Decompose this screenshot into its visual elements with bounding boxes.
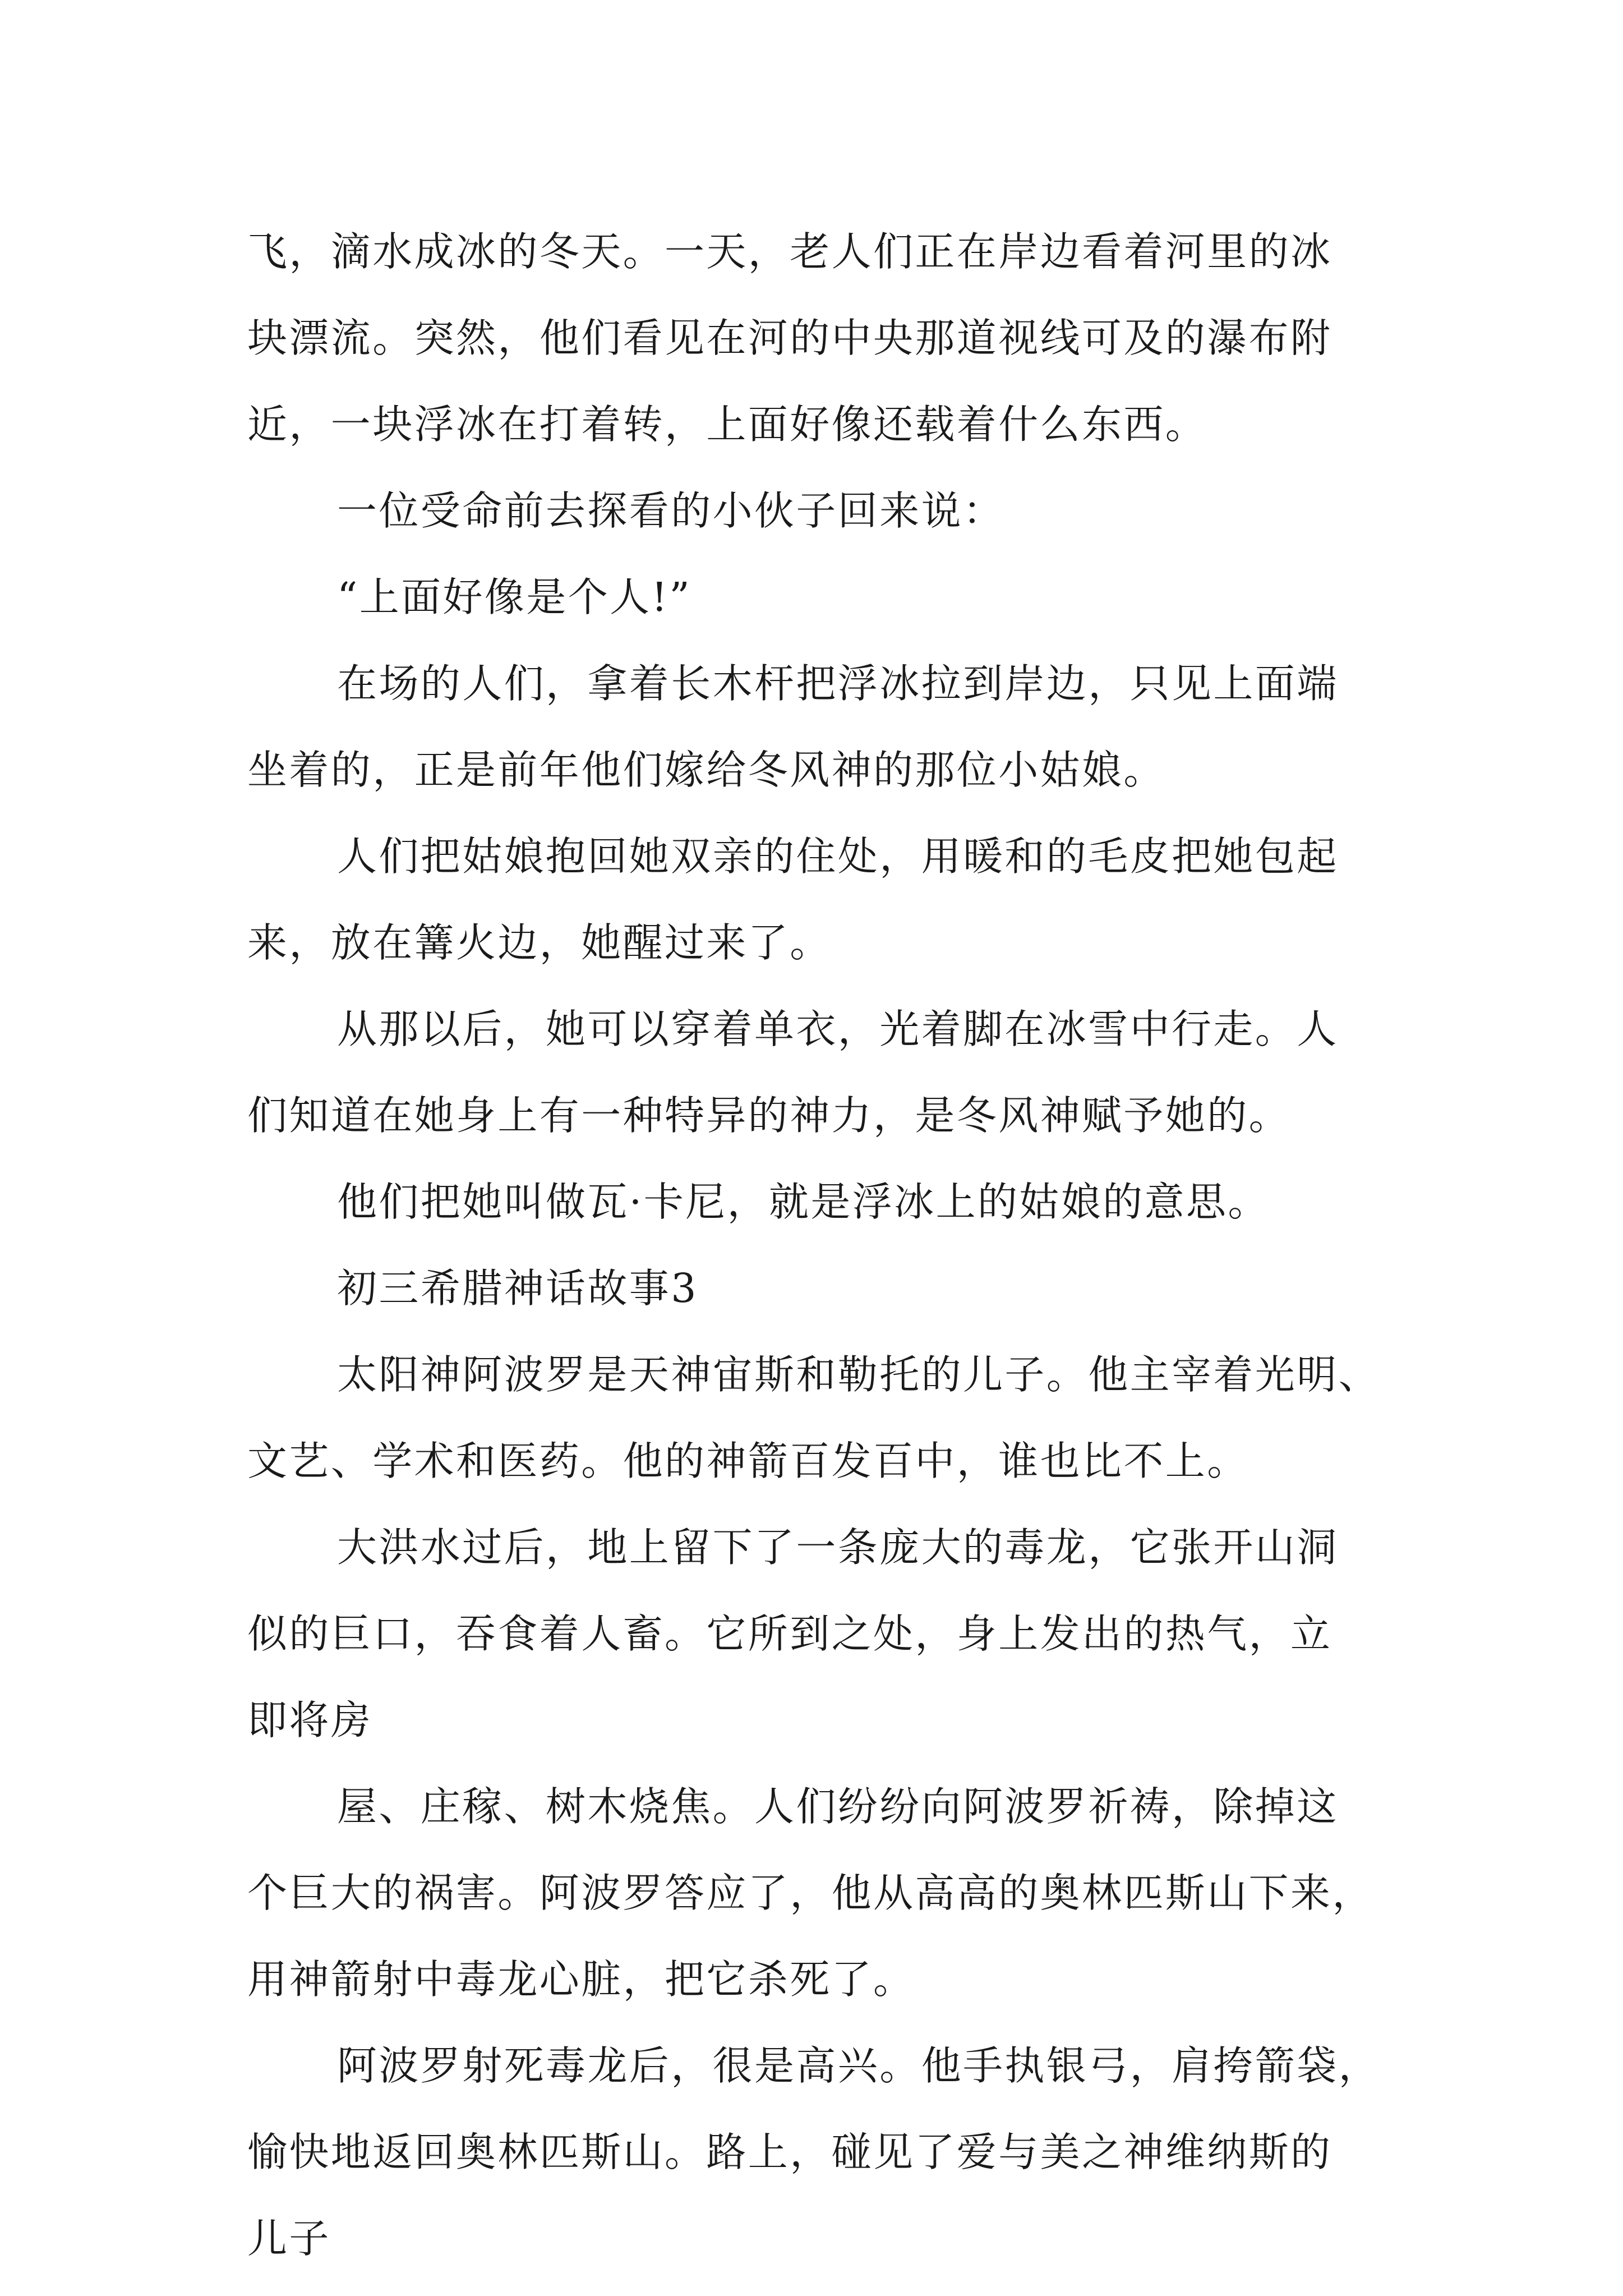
text-line: 愉快地返回奥林匹斯山。路上，碰见了爱与美之神维纳斯的 [247,2129,1332,2175]
text-line: 在场的人们，拿着长木杆把浮冰拉到岸边，只见上面端 [337,660,1339,707]
text-line: 文艺、学术和医药。他的神箭百发百中，谁也比不上。 [247,1438,1249,1484]
text-line: 从那以后，她可以穿着单衣，光着脚在冰雪中行走。人 [337,1006,1339,1052]
text-line: 儿子 [247,2215,331,2262]
text-line: 初三希腊神话故事3 [337,1265,698,1312]
text-line: 飞，滴水成冰的冬天。一天，老人们正在岸边看着河里的冰 [247,228,1332,275]
text-line: 似的巨口，吞食着人畜。它所到之处，身上发出的热气，立 [247,1611,1332,1657]
text-line: 太阳神阿波罗是天神宙斯和勒托的儿子。他主宰着光明、 [337,1351,1381,1398]
text-line: 即将房 [247,1697,373,1743]
text-line: “上面好像是个人!” [337,574,692,620]
text-line: 个巨大的祸害。阿波罗答应了，他从高高的奥林匹斯山下来， [247,1870,1374,1916]
text-line: 近，一块浮冰在打着转，上面好像还载着什么东西。 [247,401,1207,448]
text-line: 阿波罗射死毒龙后，很是高兴。他手执银弓，肩挎箭袋， [337,2042,1381,2089]
text-line: 人们把姑娘抱回她双亲的住处，用暖和的毛皮把她包起 [337,833,1339,880]
text-line: 他们把她叫做瓦·卡尼，就是浮冰上的姑娘的意思。 [337,1179,1270,1225]
text-line: 大洪水过后，地上留下了一条庞大的毒龙，它张开山洞 [337,1524,1339,1571]
text-line: 一位受命前去探看的小伙子回来说： [337,487,1005,534]
text-line: 屋、庄稼、树木烧焦。人们纷纷向阿波罗祈祷，除掉这 [337,1783,1339,1830]
text-line: 来，放在篝火边，她醒过来了。 [247,919,832,966]
text-line: 坐着的，正是前年他们嫁给冬风神的那位小姑娘。 [247,747,1165,793]
document-body [247,209,1386,2282]
text-line: 用神箭射中毒龙心脏，把它杀死了。 [247,1956,915,2003]
text-line: 们知道在她身上有一种特异的神力，是冬风神赋予她的。 [247,1092,1291,1139]
text-line: 块漂流。突然，他们看见在河的中央那道视线可及的瀑布附 [247,315,1332,361]
